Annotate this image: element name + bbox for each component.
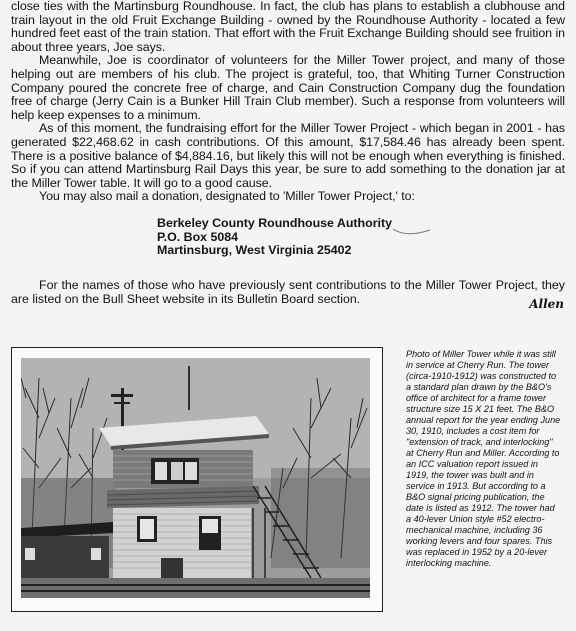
paragraph-volunteers: Meanwhile, Joe is coordinator of volunteers for the Miller Tower project, and many of those helping out are members of his club. The project is grateful, too, that Whiting Turner Construction Company poured the concrete free of charge, and Cain Construction Company dug the foundation free of charge (Jerry Cain is a Bunker Hill Train Club member). Such a response from volunteers will help keep expenses to a minimum. <box>11 53 565 122</box>
photo-caption: Photo of Miller Tower while it was still in service at Cherry Run. The tower (circa-1910-1912) was constructed to a standard plan drawn by the B&O's office of architect for a frame tower structure size 15 X 21 feet. The B&O annual report for the year ending June 30, 1910, includes a cost item for "extension of track, and interlocking" at Cherry Run and Miller. According to an ICC valuation report issued in 1919, the tower was built and in service in 1913. But according to a B&O signal pricing publication, the date is listed as 1912. The tower had a 40-lever Union style #52 electro-mechanical machine, including 36 working levers and four spares. This was replaced in 1952 by a 20-lever interlocking machine. <box>406 349 561 568</box>
article-body <box>11 0 565 204</box>
photo-frame <box>11 347 383 612</box>
pen-swoosh-mark <box>392 222 432 236</box>
mailing-address <box>157 217 392 258</box>
author-signature: Allen <box>529 297 564 311</box>
paragraph-fundraising: As of this moment, the fundraising effort for the Miller Tower Project - which began in 2001 - has generated $22,468.62 in cash contributions. Of this amount, $17,584.46 has already been spent. There is a positive balance of $4,884.16, but likely this will not be enough when everything is finished. So if you can attend Martinsburg Rail Days this year, be sure to add something to the donation jar at the Miller Tower table. It will go to a good cause. <box>11 121 565 190</box>
address-line-1: Berkeley County Roundhouse Authority <box>157 216 392 230</box>
paragraph-mail-donation: You may also mail a donation, designated to 'Miller Tower Project,' to: <box>39 189 415 204</box>
paragraph-intro: close ties with the Martinsburg Roundhouse. In fact, the club has plans to establish a clubhouse and train layout in the old Fruit Exchange Building - owned by the Roundhouse Authority - located a few hundred feet east of the train station. That effort with the Fruit Exchange Building should see fruition in about three years, Joe says. <box>11 0 565 54</box>
miller-tower-photo <box>21 358 370 598</box>
address-line-2: P.O. Box 5084 <box>157 229 239 244</box>
paragraph-closing: For the names of those who have previously sent contributions to the Miller Tower Project, they are listed on the Bull Sheet website in its Bulletin Board section. <box>11 278 565 306</box>
address-line-3: Martinsburg, West Virginia 25402 <box>157 243 352 258</box>
